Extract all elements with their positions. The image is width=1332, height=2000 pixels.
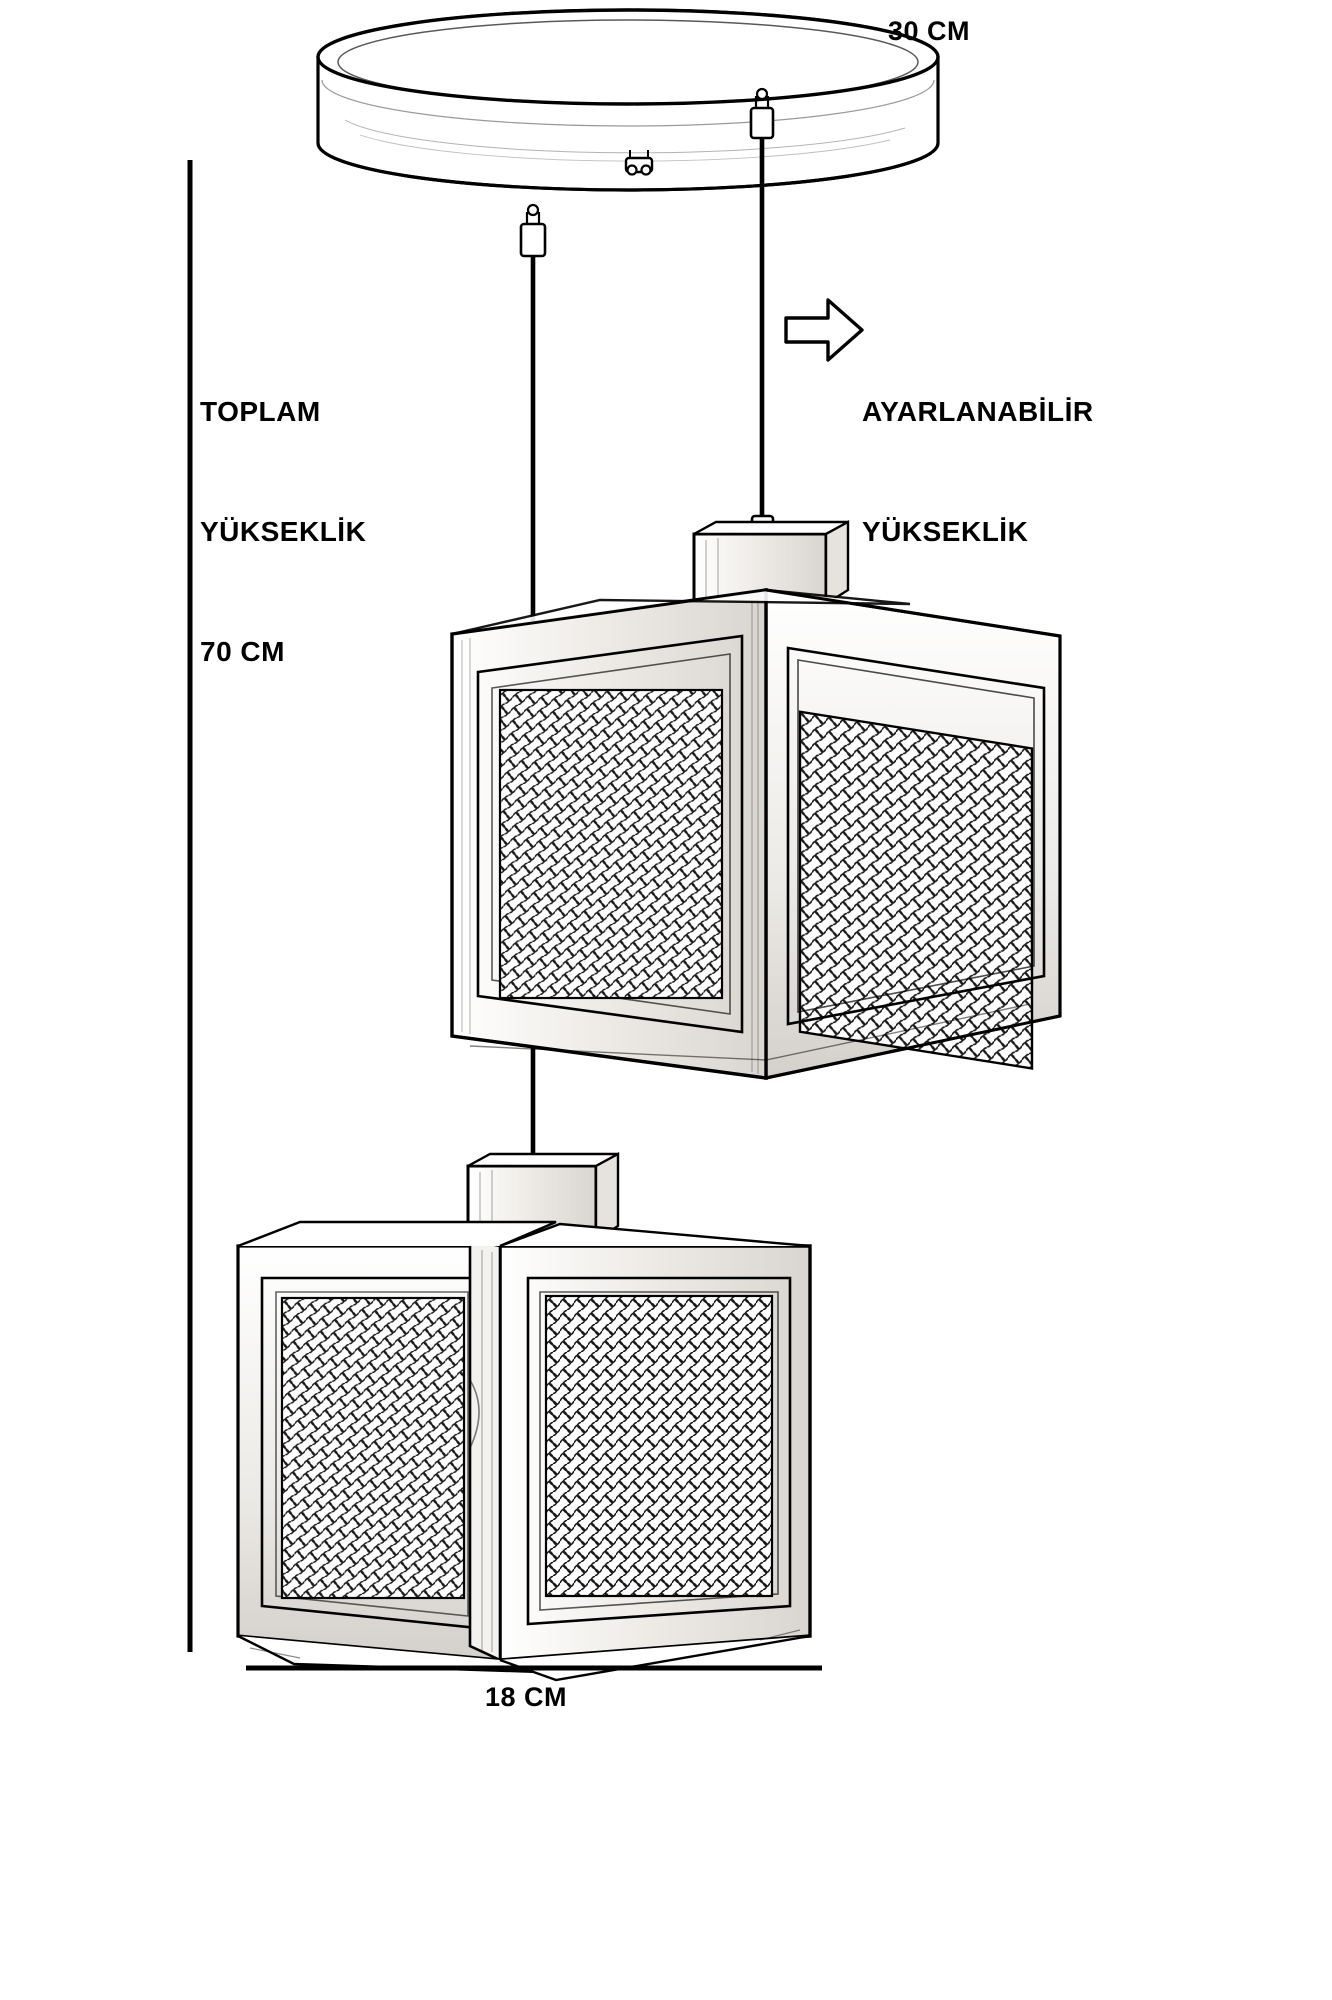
label-total-height [200,312,366,752]
label-canopy-diameter: 30 CM [888,16,971,46]
label-total-height-line3: 70 CM [200,636,285,667]
arrow-right-icon [786,300,862,360]
ceiling-canopy [318,10,938,190]
label-adjustable-line2: YÜKSEKLİK [862,516,1029,547]
label-total-height-line1: TOPLAM [200,396,321,427]
label-adjustable-height [862,312,1094,632]
label-adjustable-line1: AYARLANABİLİR [862,396,1094,427]
label-shade-width: 18 CM [485,1682,568,1712]
lower-shade [238,1154,810,1680]
label-total-height-line2: YÜKSEKLİK [200,516,367,547]
